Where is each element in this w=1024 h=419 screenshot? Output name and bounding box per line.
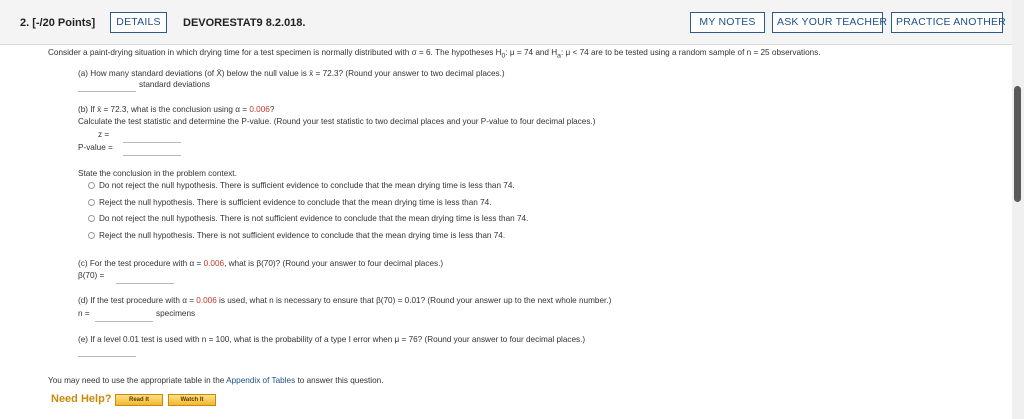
part-e-input[interactable] xyxy=(78,345,136,357)
part-a-unit: standard deviations xyxy=(139,80,211,89)
part-b-alpha: 0.006 xyxy=(249,105,270,114)
beta-label: β(70) = xyxy=(78,271,105,280)
n-input[interactable] xyxy=(95,310,153,322)
part-b-instructions: Calculate the test statistic and determine the P-value. (Round your test statistic to two decimal places and your P-value to four decimal places.) xyxy=(78,117,596,126)
read-it-button[interactable]: Read It xyxy=(115,394,163,406)
z-input[interactable] xyxy=(123,131,181,143)
z-label: z = xyxy=(98,130,110,139)
scrollbar-track[interactable] xyxy=(1012,0,1024,419)
conclusion-option-3[interactable]: Do not reject the null hypothesis. There is not sufficient evidence to conclude that the mean drying time is less than 74. xyxy=(99,214,529,223)
n-label: n = xyxy=(78,309,90,318)
scrollbar-thumb[interactable] xyxy=(1014,86,1021,202)
watch-it-button[interactable]: Watch It xyxy=(168,394,216,406)
question-number: 2. [-/20 Points] xyxy=(20,17,96,29)
conclusion-option-2[interactable]: Reject the null hypothesis. There is sufficient evidence to conclude that the mean drying time is less than 74. xyxy=(99,198,492,207)
details-button[interactable]: DETAILS xyxy=(110,12,167,33)
table-note: You may need to use the appropriate table in the Appendix of Tables to answer this question. xyxy=(48,376,384,385)
conclusion-radio-1[interactable] xyxy=(88,182,95,189)
practice-another-button[interactable]: PRACTICE ANOTHER xyxy=(891,12,1003,33)
question-header xyxy=(0,0,1012,45)
appendix-link[interactable]: Appendix of Tables xyxy=(226,376,296,385)
ask-your-teacher-button[interactable]: ASK YOUR TEACHER xyxy=(772,12,883,33)
beta-input[interactable] xyxy=(116,272,174,284)
conclusion-option-1[interactable]: Do not reject the null hypothesis. There is sufficient evidence to conclude that the mean drying time is less than 74. xyxy=(99,181,515,190)
part-d-alpha: 0.006 xyxy=(196,296,217,305)
conclusion-prompt: State the conclusion in the problem context. xyxy=(78,169,237,178)
p-value-input[interactable] xyxy=(123,144,181,156)
conclusion-option-4[interactable]: Reject the null hypothesis. There is not sufficient evidence to conclude that the mean drying time is less than 74. xyxy=(99,231,506,240)
part-a-question: (a) How many standard deviations (of X̄) below the null value is x̄ = 72.3? (Round your answer to two decimal places.) xyxy=(78,69,505,78)
conclusion-radio-4[interactable] xyxy=(88,232,95,239)
intro-text: Consider a paint-drying situation in which drying time for a test specimen is normally distributed with σ = 6. The hypotheses $H_0$: μ = 74 and $H_a$: μ < 74 are to be tested using a random sample of n = 25 observations. xyxy=(48,48,821,60)
part-a-answer-input[interactable] xyxy=(78,80,136,92)
part-d-question: (d) If the test procedure with α = 0.006 is used, what n is necessary to ensure that β(70) = 0.01? (Round your answer up to the next whole number.) xyxy=(78,296,612,305)
conclusion-radio-3[interactable] xyxy=(88,215,95,222)
need-help-label: Need Help? xyxy=(51,393,112,405)
question-reference: DEVORESTAT9 8.2.018. xyxy=(183,17,306,29)
conclusion-radio-2[interactable] xyxy=(88,199,95,206)
part-e-question: (e) If a level 0.01 test is used with n = 100, what is the probability of a type I error when μ = 76? (Round your answer to four decimal places.) xyxy=(78,335,586,344)
p-value-label: P-value = xyxy=(78,143,113,152)
my-notes-button[interactable]: MY NOTES xyxy=(690,12,765,33)
part-b-question: (b) If x̄ = 72.3, what is the conclusion using α = 0.006? xyxy=(78,105,275,114)
part-c-alpha: 0.006 xyxy=(203,259,225,268)
part-c-question: (c) For the test procedure with α = 0.006, what is β(70)? (Round your answer to four decimal places.) xyxy=(78,259,444,268)
part-d-unit: specimens xyxy=(156,309,196,318)
